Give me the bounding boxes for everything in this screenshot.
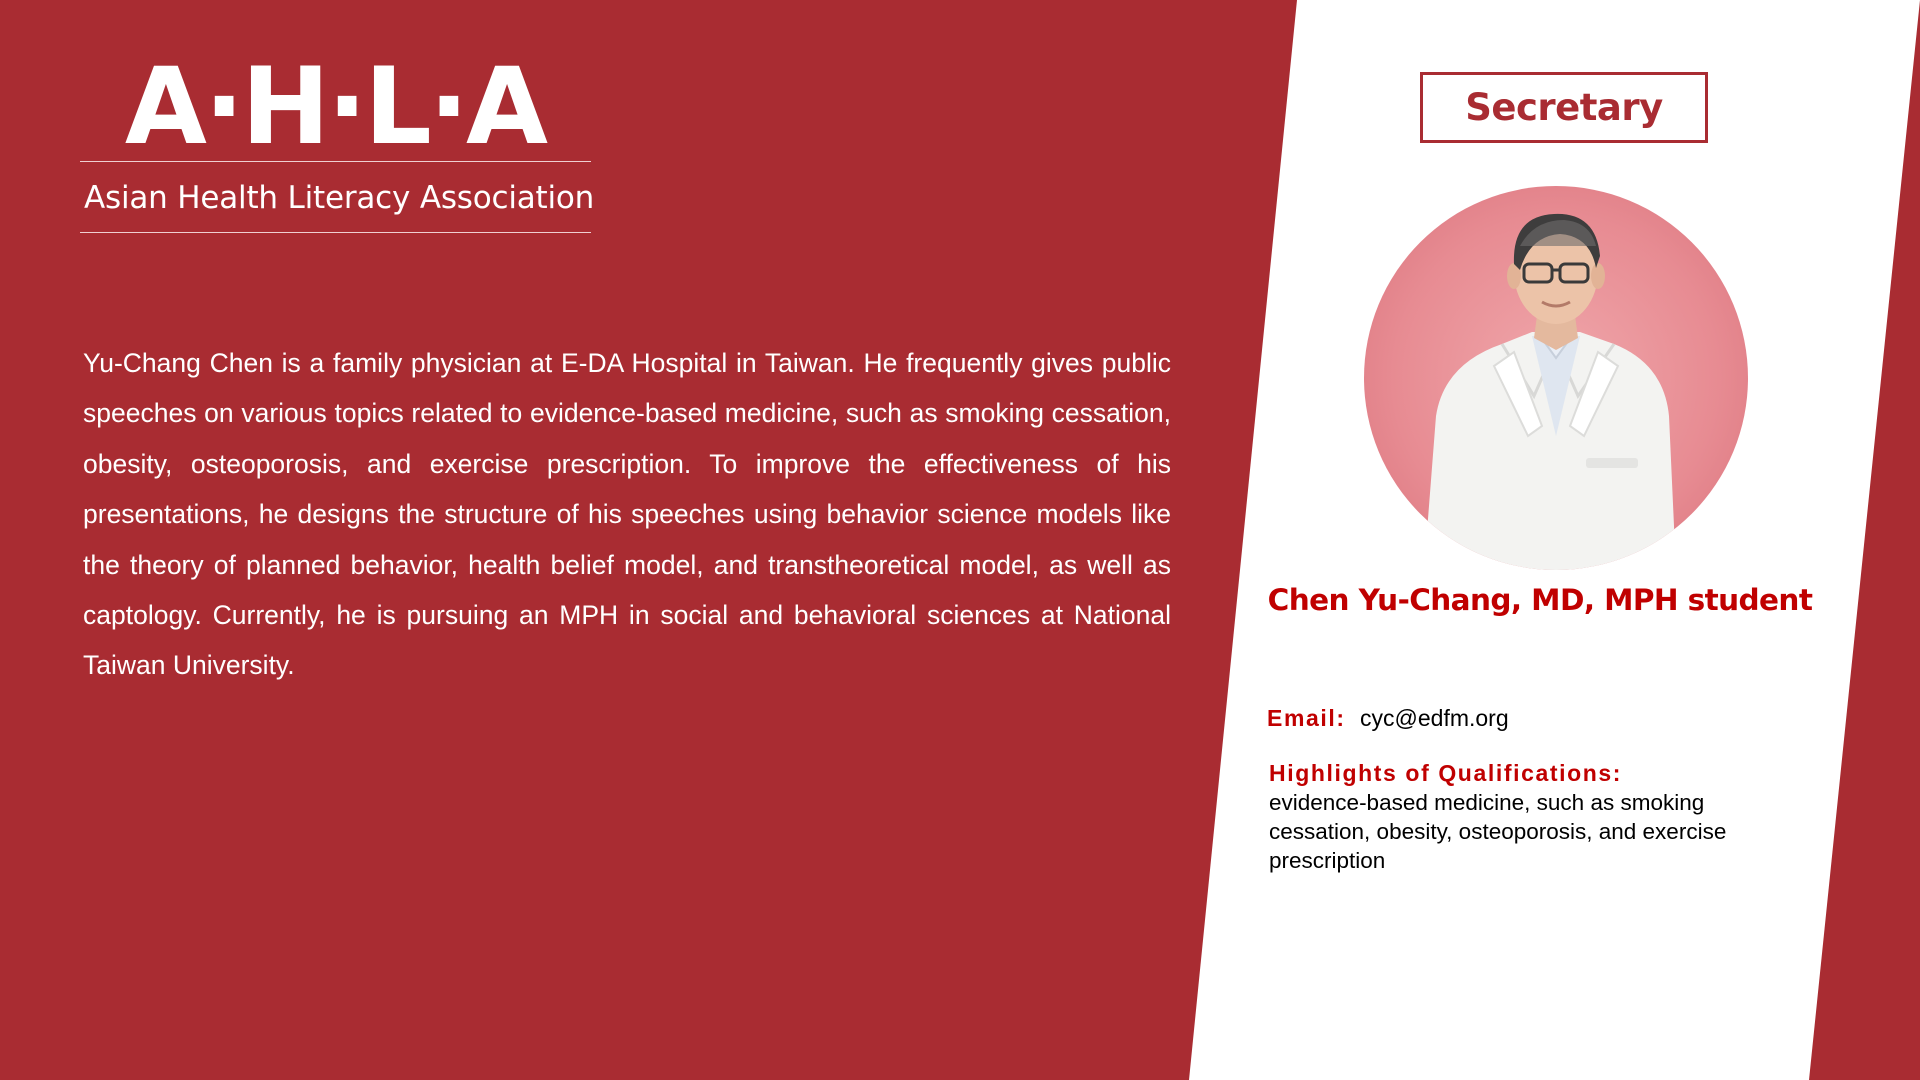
role-badge: Secretary — [1420, 72, 1708, 143]
organization-name: Asian Health Literacy Association — [84, 180, 595, 216]
email-label: Email: — [1267, 705, 1346, 731]
logo-wordmark — [80, 48, 591, 158]
qualifications-section — [1269, 760, 1789, 875]
person-name: Chen Yu-Chang, MD, MPH student — [1267, 583, 1813, 617]
qualifications-text: evidence-based medicine, such as smoking cessation, obesity, osteoporosis, and exercise prescription — [1269, 790, 1727, 873]
person-photo-icon — [1364, 186, 1748, 570]
email-row — [1267, 705, 1509, 732]
portrait-photo — [1364, 186, 1748, 570]
qualifications-label: Highlights of Qualifications: — [1269, 760, 1623, 786]
logo-rule-bottom — [80, 232, 591, 233]
biography-text: Yu-Chang Chen is a family physician at E-DA Hospital in Taiwan. He frequently gives public speeches on various topics related to evidence-based medicine, such as smoking cessation, obesity, osteoporosis, and exercise prescription. To improve the effectiveness of his presentations, he designs the structure of his speeches using behavior science models like the theory of planned behavior, health belief model, and transtheoretical model, as well as captology. Currently, he is pursuing an MPH in social and behavioral sciences at National Taiwan University. — [83, 348, 1171, 681]
svg-text:A·H·L·A: A·H·L·A — [124, 48, 546, 158]
ahla-logo — [80, 48, 595, 233]
email-address[interactable]: cyc@edfm.org — [1360, 705, 1509, 731]
